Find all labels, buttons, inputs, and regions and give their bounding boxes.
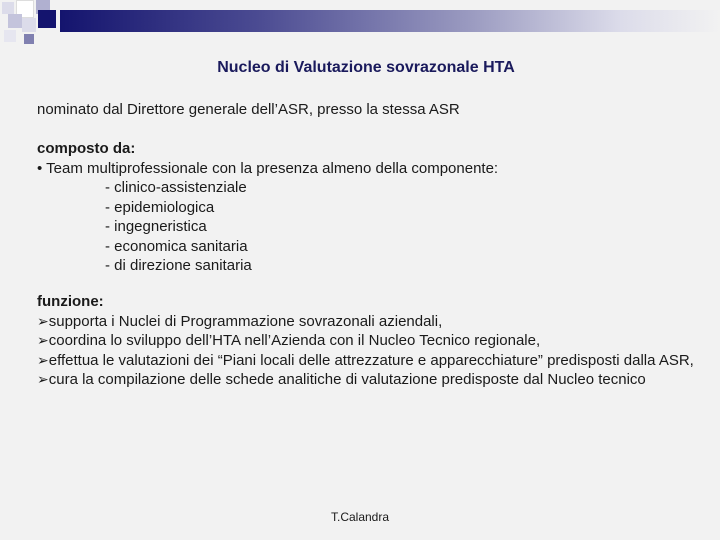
list-item: - di direzione sanitaria — [105, 257, 252, 274]
composition-bullet-line — [37, 159, 707, 179]
bullet-icon: • — [37, 159, 43, 177]
function-item: ➢supporta i Nuclei di Programmazione sovrazonali aziendali, — [37, 312, 443, 330]
intro-text: nominato dal Direttore generale dell’ASR, presso la stessa ASR — [37, 101, 460, 118]
function-item: ➢effettua le valutazioni dei “Piani locali delle attrezzature e apparecchiature” predisposti dalla ASR, — [37, 351, 694, 369]
deco-square — [38, 10, 56, 28]
composition-section — [37, 139, 707, 276]
deco-square — [24, 34, 34, 44]
deco-square — [4, 30, 16, 42]
function-item: ➢cura la compilazione delle schede analitiche di valutazione predisposte dal Nucleo tecnico — [37, 371, 646, 388]
composition-heading: composto da: — [37, 140, 136, 157]
list-item: - epidemiologica — [105, 198, 215, 216]
list-item: - ingegneristica — [105, 218, 207, 235]
list-item: - economica sanitaria — [105, 237, 248, 255]
function-item: ➢coordina lo sviluppo dell’HTA nell’Azienda con il Nucleo Tecnico regionale, — [37, 332, 541, 349]
arrow-bullet-icon: ➢ — [37, 312, 49, 329]
function-heading: funzione: — [37, 293, 104, 310]
deco-square — [2, 2, 14, 14]
arrow-bullet-icon: ➢ — [37, 371, 49, 387]
footer-author: T.Calandra — [330, 510, 390, 524]
function-section — [37, 292, 707, 390]
deco-square — [8, 14, 22, 28]
header-gradient-bar — [60, 10, 720, 32]
slide-title: Nucleo di Valutazione sovrazonale HTA — [217, 59, 515, 76]
composition-bullet-text: Team multiprofessionale con la presenza almeno della componente: — [42, 159, 499, 177]
arrow-bullet-icon: ➢ — [37, 351, 49, 368]
list-item: - clinico-assistenziale — [105, 179, 247, 196]
arrow-bullet-icon: ➢ — [37, 332, 49, 348]
decorative-header — [0, 0, 720, 50]
deco-square — [22, 18, 36, 32]
